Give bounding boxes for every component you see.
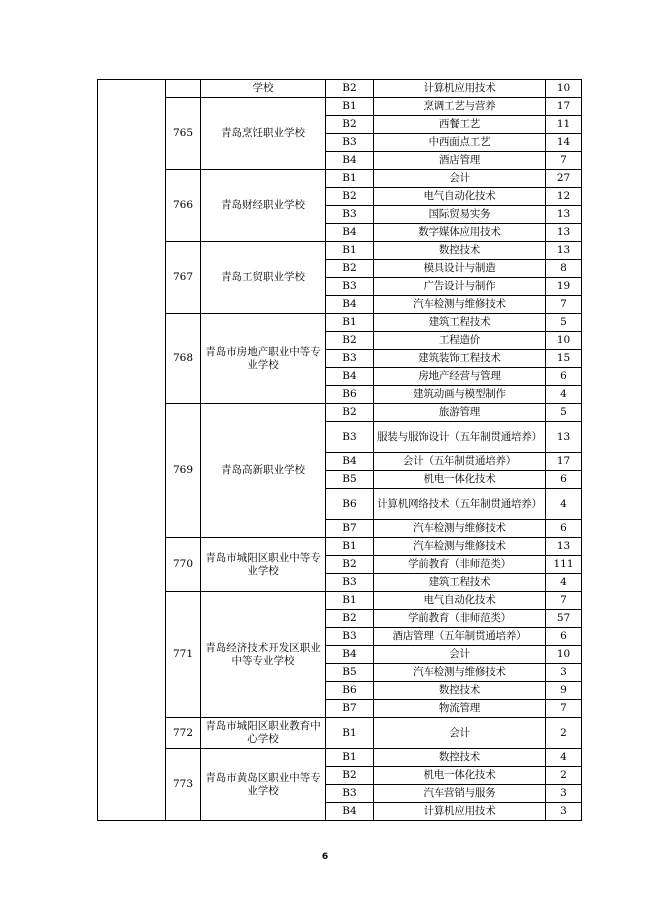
batch-cell: B5 bbox=[326, 471, 374, 489]
major-cell: 汽车营销与服务 bbox=[374, 785, 546, 803]
count-cell: 6 bbox=[546, 368, 582, 386]
batch-cell: B4 bbox=[326, 224, 374, 242]
page-number: 6 bbox=[321, 852, 329, 862]
batch-cell: B7 bbox=[326, 700, 374, 718]
count-cell: 4 bbox=[546, 574, 582, 592]
batch-cell: B4 bbox=[326, 453, 374, 471]
batch-cell: B1 bbox=[326, 592, 374, 610]
major-cell: 建筑装饰工程技术 bbox=[374, 350, 546, 368]
major-cell: 数控技术 bbox=[374, 682, 546, 700]
count-cell: 6 bbox=[546, 520, 582, 538]
batch-cell: B6 bbox=[326, 386, 374, 404]
major-cell: 中西面点工艺 bbox=[374, 134, 546, 152]
major-cell: 酒店管理 bbox=[374, 152, 546, 170]
batch-cell: B3 bbox=[326, 350, 374, 368]
major-cell: 酒店管理（五年制贯通培养） bbox=[374, 628, 546, 646]
count-cell: 7 bbox=[546, 296, 582, 314]
school-code-cell bbox=[166, 80, 201, 98]
major-cell: 机电一体化技术 bbox=[374, 471, 546, 489]
count-cell: 2 bbox=[546, 718, 582, 749]
major-cell: 学前教育（非师范类） bbox=[374, 610, 546, 628]
batch-cell: B2 bbox=[326, 188, 374, 206]
count-cell: 3 bbox=[546, 785, 582, 803]
batch-cell: B5 bbox=[326, 664, 374, 682]
major-cell: 建筑工程技术 bbox=[374, 574, 546, 592]
count-cell: 3 bbox=[546, 803, 582, 821]
school-code-cell: 772 bbox=[166, 718, 201, 749]
batch-cell: B3 bbox=[326, 422, 374, 453]
major-cell: 会计 bbox=[374, 646, 546, 664]
batch-cell: B7 bbox=[326, 520, 374, 538]
batch-cell: B2 bbox=[326, 767, 374, 785]
batch-cell: B1 bbox=[326, 718, 374, 749]
major-cell: 建筑动画与模型制作 bbox=[374, 386, 546, 404]
school-name-cell: 青岛市城阳区职业教育中心学校 bbox=[201, 718, 326, 749]
table-row bbox=[98, 314, 582, 332]
major-cell: 汽车检测与维修技术 bbox=[374, 520, 546, 538]
major-cell: 汽车检测与维修技术 bbox=[374, 664, 546, 682]
school-name-cell: 青岛市黄岛区职业中等专业学校 bbox=[201, 749, 326, 821]
major-cell: 学前教育（非师范类） bbox=[374, 556, 546, 574]
count-cell: 7 bbox=[546, 700, 582, 718]
count-cell: 15 bbox=[546, 350, 582, 368]
table-body bbox=[98, 80, 582, 821]
major-cell: 西餐工艺 bbox=[374, 116, 546, 134]
major-cell: 工程造价 bbox=[374, 332, 546, 350]
count-cell: 14 bbox=[546, 134, 582, 152]
major-cell: 物流管理 bbox=[374, 700, 546, 718]
school-name-cell: 青岛烹饪职业学校 bbox=[201, 98, 326, 170]
major-cell: 数字媒体应用技术 bbox=[374, 224, 546, 242]
batch-cell: B3 bbox=[326, 628, 374, 646]
count-cell: 13 bbox=[546, 224, 582, 242]
batch-cell: B2 bbox=[326, 404, 374, 422]
major-cell: 会计 bbox=[374, 718, 546, 749]
major-cell: 机电一体化技术 bbox=[374, 767, 546, 785]
batch-cell: B3 bbox=[326, 278, 374, 296]
major-cell: 数控技术 bbox=[374, 749, 546, 767]
count-cell: 13 bbox=[546, 206, 582, 224]
count-cell: 5 bbox=[546, 314, 582, 332]
table-row bbox=[98, 80, 582, 98]
count-cell: 57 bbox=[546, 610, 582, 628]
major-cell: 广告设计与制作 bbox=[374, 278, 546, 296]
count-cell: 17 bbox=[546, 98, 582, 116]
batch-cell: B4 bbox=[326, 646, 374, 664]
school-name-cell: 学校 bbox=[201, 80, 326, 98]
table-row bbox=[98, 718, 582, 749]
admission-plan-table bbox=[97, 79, 582, 821]
region-cell bbox=[98, 80, 166, 821]
table-row bbox=[98, 538, 582, 556]
school-code-cell: 766 bbox=[166, 170, 201, 242]
school-name-cell: 青岛经济技术开发区职业中等专业学校 bbox=[201, 592, 326, 718]
table-row bbox=[98, 98, 582, 116]
major-cell: 旅游管理 bbox=[374, 404, 546, 422]
batch-cell: B4 bbox=[326, 368, 374, 386]
major-cell: 国际贸易实务 bbox=[374, 206, 546, 224]
batch-cell: B3 bbox=[326, 134, 374, 152]
school-name-cell: 青岛高新职业学校 bbox=[201, 404, 326, 538]
major-cell: 服装与服饰设计（五年制贯通培养） bbox=[374, 422, 546, 453]
table-row bbox=[98, 170, 582, 188]
count-cell: 19 bbox=[546, 278, 582, 296]
batch-cell: B2 bbox=[326, 332, 374, 350]
major-cell: 模具设计与制造 bbox=[374, 260, 546, 278]
count-cell: 111 bbox=[546, 556, 582, 574]
major-cell: 电气自动化技术 bbox=[374, 592, 546, 610]
major-cell: 会计（五年制贯通培养） bbox=[374, 453, 546, 471]
major-cell: 房地产经营与管理 bbox=[374, 368, 546, 386]
school-name-cell: 青岛市房地产职业中等专业学校 bbox=[201, 314, 326, 404]
school-code-cell: 773 bbox=[166, 749, 201, 821]
major-cell: 计算机应用技术 bbox=[374, 803, 546, 821]
school-code-cell: 767 bbox=[166, 242, 201, 314]
batch-cell: B6 bbox=[326, 489, 374, 520]
count-cell: 27 bbox=[546, 170, 582, 188]
batch-cell: B4 bbox=[326, 152, 374, 170]
major-cell: 数控技术 bbox=[374, 242, 546, 260]
batch-cell: B2 bbox=[326, 116, 374, 134]
batch-cell: B4 bbox=[326, 296, 374, 314]
batch-cell: B3 bbox=[326, 574, 374, 592]
batch-cell: B3 bbox=[326, 785, 374, 803]
batch-cell: B1 bbox=[326, 749, 374, 767]
major-cell: 汽车检测与维修技术 bbox=[374, 296, 546, 314]
batch-cell: B3 bbox=[326, 206, 374, 224]
count-cell: 7 bbox=[546, 152, 582, 170]
school-name-cell: 青岛财经职业学校 bbox=[201, 170, 326, 242]
count-cell: 11 bbox=[546, 116, 582, 134]
table-row bbox=[98, 749, 582, 767]
major-cell: 电气自动化技术 bbox=[374, 188, 546, 206]
batch-cell: B2 bbox=[326, 260, 374, 278]
school-name-cell: 青岛市城阳区职业中等专业学校 bbox=[201, 538, 326, 592]
count-cell: 13 bbox=[546, 538, 582, 556]
major-cell: 烹调工艺与营养 bbox=[374, 98, 546, 116]
count-cell: 3 bbox=[546, 664, 582, 682]
count-cell: 4 bbox=[546, 386, 582, 404]
school-code-cell: 769 bbox=[166, 404, 201, 538]
count-cell: 8 bbox=[546, 260, 582, 278]
count-cell: 4 bbox=[546, 489, 582, 520]
table-row bbox=[98, 404, 582, 422]
school-name-cell: 青岛工贸职业学校 bbox=[201, 242, 326, 314]
batch-cell: B1 bbox=[326, 170, 374, 188]
batch-cell: B2 bbox=[326, 610, 374, 628]
batch-cell: B1 bbox=[326, 538, 374, 556]
table-row bbox=[98, 242, 582, 260]
count-cell: 5 bbox=[546, 404, 582, 422]
school-code-cell: 771 bbox=[166, 592, 201, 718]
major-cell: 计算机网络技术（五年制贯通培养） bbox=[374, 489, 546, 520]
school-code-cell: 768 bbox=[166, 314, 201, 404]
major-cell: 建筑工程技术 bbox=[374, 314, 546, 332]
count-cell: 6 bbox=[546, 471, 582, 489]
count-cell: 10 bbox=[546, 646, 582, 664]
batch-cell: B6 bbox=[326, 682, 374, 700]
count-cell: 12 bbox=[546, 188, 582, 206]
school-code-cell: 770 bbox=[166, 538, 201, 592]
major-cell: 汽车检测与维修技术 bbox=[374, 538, 546, 556]
count-cell: 4 bbox=[546, 749, 582, 767]
school-code-cell: 765 bbox=[166, 98, 201, 170]
count-cell: 9 bbox=[546, 682, 582, 700]
count-cell: 13 bbox=[546, 422, 582, 453]
count-cell: 13 bbox=[546, 242, 582, 260]
batch-cell: B2 bbox=[326, 80, 374, 98]
table-row bbox=[98, 592, 582, 610]
batch-cell: B2 bbox=[326, 556, 374, 574]
count-cell: 10 bbox=[546, 332, 582, 350]
count-cell: 2 bbox=[546, 767, 582, 785]
count-cell: 7 bbox=[546, 592, 582, 610]
major-cell: 会计 bbox=[374, 170, 546, 188]
batch-cell: B4 bbox=[326, 803, 374, 821]
major-cell: 计算机应用技术 bbox=[374, 80, 546, 98]
batch-cell: B1 bbox=[326, 242, 374, 260]
count-cell: 6 bbox=[546, 628, 582, 646]
count-cell: 17 bbox=[546, 453, 582, 471]
batch-cell: B1 bbox=[326, 314, 374, 332]
batch-cell: B1 bbox=[326, 98, 374, 116]
count-cell: 10 bbox=[546, 80, 582, 98]
